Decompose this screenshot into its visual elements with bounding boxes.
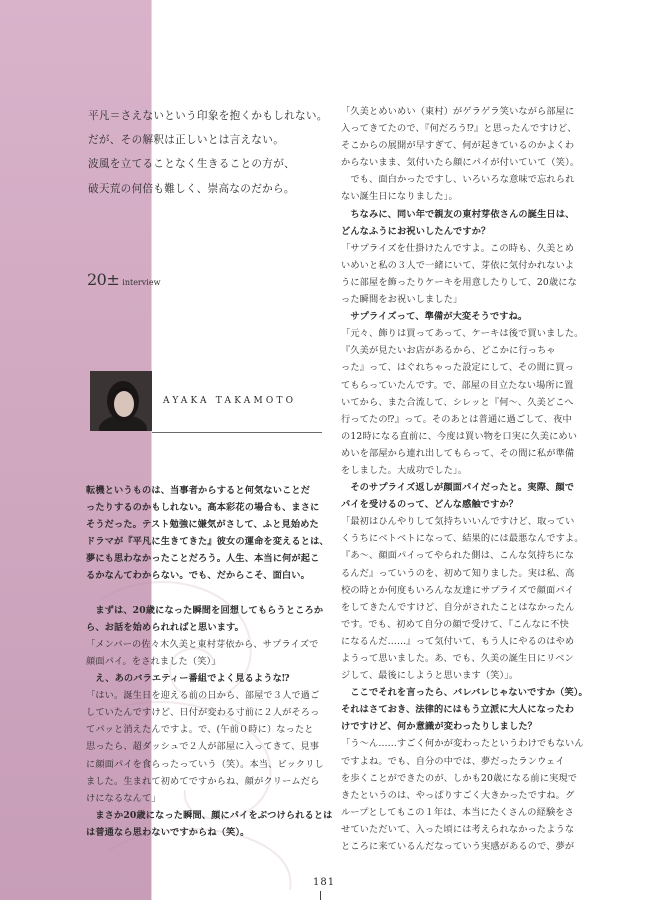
name-underline [152, 432, 322, 433]
answer-line: ところに来ているんだなっていう実感があるので、夢が [341, 841, 575, 853]
answer-line: ジして、最後にしようと思います（笑）」。 [341, 670, 519, 682]
answer-line: の12時になる直前に、今度は買い物を口実に久美にめい [341, 430, 578, 442]
question-line: そのサプライズ返しが顔面パイだったと。実際、顔で [341, 482, 575, 494]
lead-tagline [88, 104, 328, 201]
answer-line: った瞬間をお祝いしました」 [341, 294, 463, 306]
answer-line: ループとしてもこの１年は、本当にたくさんの経験をさ [341, 806, 574, 818]
answer-line: 「元々、飾りは買ってあって、ケーキは後で買いました。 [341, 328, 584, 340]
answer-line: 入ってきてたので、『何だろう⁉』と思ったんですけど、 [341, 123, 577, 135]
question-line: るかなんてわからない。でも、だからこそ、面白い。 [86, 570, 310, 582]
answer-line: 行ってたの⁉』って。そのあとは普通に過ごして、夜中 [341, 413, 572, 425]
answer-line: めいを部屋から連れ出してもらって、その間に私が準備 [341, 447, 575, 459]
answer-line: くうちにベトベトになって、結果的には最悪なんですよ。 [341, 533, 584, 545]
tagline-line: 破天荒の何倍も難しく、崇高なのだから。 [88, 182, 295, 195]
answer-line: いてから、また合流して、シレッと『何～、久美どこへ [341, 396, 574, 408]
question-line: ここでそれを言ったら、バレバレじゃないですか（笑）。 [341, 687, 588, 699]
portrait-image [90, 371, 152, 431]
answer-line: です。でも、初めて自分の顔で受けて、『こんなに不快 [341, 618, 569, 630]
answer-line [86, 585, 329, 602]
article-right-column [341, 103, 588, 855]
answer-line: していたんですけど、日付が変わる寸前に２人がそろっ [86, 707, 320, 719]
answer-line: ました。生まれて初めてですからね、顔がクリームだら [86, 775, 320, 787]
answer-line: るんだ』っていうのを、初めて知りました。実は私、高 [341, 567, 575, 579]
answer-line: をしました。大成功でした」。 [341, 464, 468, 476]
answer-line: てパッと消えたんですよ。で、(午前０時に）なったと [86, 724, 314, 736]
answer-line: うに部屋を飾ったりケーキを用意したりして、20歳にな [341, 276, 577, 288]
answer-line: ようって思いました。あ、でも、久美の誕生日にリベン [341, 653, 574, 664]
series-logo-number: 20± [87, 270, 120, 289]
question-line: は普通なら思わないですからね（笑）。 [86, 826, 250, 838]
question-line: ったりするのかもしれない。高本彩花の場合も、まさに [86, 502, 320, 514]
answer-line: 「う～ん……すごく何かが変わったというわけでもないん [341, 738, 584, 750]
answer-line: ですよね。でも、自分の中では、夢だったランウェイ [341, 755, 565, 767]
question-line: まさか20歳になった瞬間、顔にパイをぶつけられるとは [86, 809, 333, 821]
series-logo [87, 270, 160, 289]
answer-line: をしてきたんですけど、自分がされたことはなかったん [341, 601, 575, 613]
interviewee-name: AYAKA TAKAMOTO [163, 396, 297, 406]
answer-line: いめいと私の３人で一緒にいて、芽依に気付かれないよ [341, 259, 575, 271]
answer-line: 「久美とめいめい（東村）がゲラゲラ笑いながら部屋に [341, 106, 575, 117]
question-line: それはさておき、法律的にはもう立派に大人になったわ [341, 704, 575, 716]
answer-line: 顔面パイ。をされました（笑）」 [86, 655, 221, 667]
question-line: パイを受けるのって、どんな感触ですか？ [341, 499, 519, 511]
tagline-line: 平凡＝さえないという印象を抱くかもしれない。 [88, 110, 328, 122]
page-number: 181 [313, 877, 336, 888]
answer-line: からないまま、気付いたら顔にパイが付いていて（笑）。 [341, 157, 580, 169]
answer-line: 「メンバーの佐々木久美と東村芽依から、サプライズで [86, 638, 319, 650]
series-logo-word: interview [122, 278, 161, 287]
answer-line: てもらっていたんです。で、部屋の目立たない場所に置 [341, 379, 574, 391]
question-line: どんなふうにお祝いしたんですか？ [341, 225, 491, 237]
question-line: そうだった。テスト勉強に嫌気がさして、ふと見始めた [86, 519, 319, 531]
answer-line: に顔面パイを食らったっていう（笑）。本当、ビックリし [86, 758, 324, 770]
question-line: けですけど、何か意識が変わったりしました？ [341, 721, 537, 733]
question-line: ら、お話を始められればと思います。 [86, 621, 245, 633]
answer-line: そこからの展開が早すぎて、何が起きているのかよくわ [341, 140, 575, 152]
question-line: ちなみに、同い年で親友の東村芽依さんの誕生日は、 [341, 208, 575, 220]
page-number-rule [320, 891, 321, 900]
answer-line: せていただいて、入った頃には考えられなかったような [341, 823, 575, 835]
answer-line: 思ったら、超ダッシュで２人が部屋に入ってきて、見事 [86, 741, 320, 753]
answer-line: 校の時とか何度もいろんな友達にサプライズで顔面パイ [341, 584, 575, 596]
answer-line: った』って、はぐれちゃった設定にして、その間に買っ [341, 362, 575, 374]
answer-line: 「サプライズを仕掛けたんですよ。この時も、久美とめ [341, 242, 575, 254]
answer-line: ない誕生日になりました」。 [341, 191, 458, 203]
article-left-column [86, 482, 333, 841]
question-line: え、あのバラエティー番組でよく見るような⁉ [86, 673, 290, 685]
question-line: サプライズって、準備が大変そうですね。 [341, 311, 528, 323]
question-line: 転機というものは、当事者からすると何気ないことだ [86, 485, 311, 496]
question-line: 夢にも思わなかったことだろう。人生、本当に何が起こ [86, 553, 320, 565]
portrait-photo [90, 371, 152, 431]
answer-line: 『あ～、顔面パイってやられた側は、こんな気持ちにな [341, 550, 575, 562]
answer-line: になるんだ……』って気付いて、もう人にやるのはやめ [341, 635, 575, 647]
question-line: まずは、20歳になった瞬間を回想してもらうところか [86, 604, 324, 616]
answer-line: 「最初はひんやりして気持ちいいんですけど、取ってい [341, 516, 575, 528]
answer-line: 『久美が見たいお店があるから、どこかに行っちゃ [341, 345, 556, 357]
tagline-line: 波風を立てることなく生きることの方が、 [88, 158, 295, 171]
question-line: ドラマが『平凡に生きてきた』彼女の運命を変えるとは、 [86, 536, 329, 548]
answer-line: きたというのは、やっぱりすごく大きかったですね。グ [341, 789, 575, 801]
answer-line: 「はい。誕生日を迎える前の日から、部屋で３人で過ご [86, 690, 320, 702]
tagline-line: だが、その解釈は正しいとは言えない。 [88, 134, 285, 147]
answer-line: を歩くことができたのが、しかも20歳になる前に実現で [341, 772, 578, 784]
answer-line: でも、面白かったですし、いろいろな意味で忘れられ [341, 174, 575, 186]
answer-line: けになるなんて」 [86, 792, 161, 804]
